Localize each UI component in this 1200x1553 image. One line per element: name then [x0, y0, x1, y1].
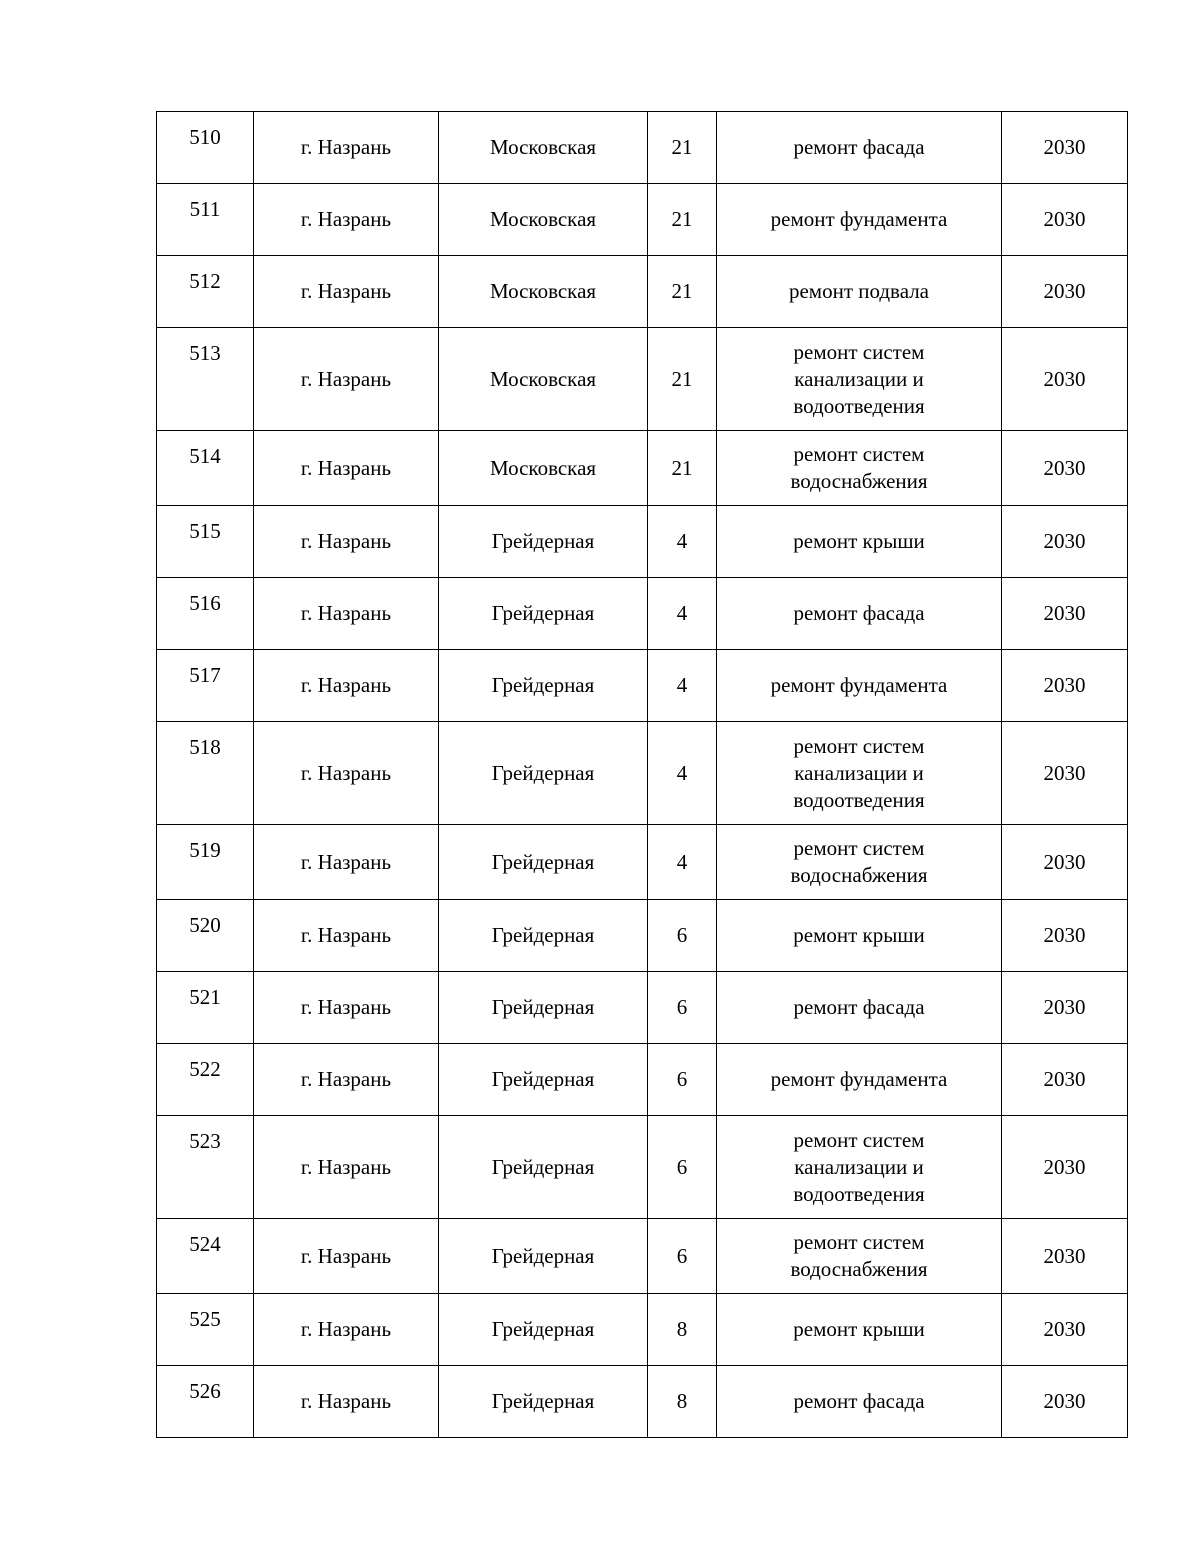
- year-cell: 2030: [1002, 184, 1128, 256]
- work-type-line: канализации и: [794, 1154, 924, 1179]
- street-cell: Грейдерная: [439, 825, 648, 900]
- year-cell: 2030: [1002, 900, 1128, 972]
- work-type-line: ремонт фасада: [793, 995, 925, 1019]
- year-cell: 2030: [1002, 1294, 1128, 1366]
- work-type-cell: [717, 972, 1002, 1044]
- work-type-line: водоотведения: [793, 1181, 925, 1206]
- work-type-cell: [717, 1116, 1002, 1219]
- row-number-cell: 510: [157, 112, 254, 184]
- year-cell: 2030: [1002, 1366, 1128, 1438]
- house-number-cell: 4: [648, 825, 717, 900]
- row-number-cell: 522: [157, 1044, 254, 1116]
- work-type-cell: [717, 825, 1002, 900]
- work-type-line: водоотведения: [793, 787, 925, 812]
- work-type-line: ремонт подвала: [788, 279, 930, 303]
- city-cell: г. Назрань: [254, 112, 439, 184]
- work-type-line: ремонт систем: [793, 339, 925, 364]
- row-number-cell: 512: [157, 256, 254, 328]
- work-type-cell: [717, 112, 1002, 184]
- table-row: [157, 112, 1128, 184]
- row-number-cell: 526: [157, 1366, 254, 1438]
- table-row: [157, 972, 1128, 1044]
- year-cell: 2030: [1002, 722, 1128, 825]
- city-cell: г. Назрань: [254, 1219, 439, 1294]
- house-number-cell: 6: [648, 900, 717, 972]
- street-cell: Московская: [439, 112, 648, 184]
- table-row: [157, 328, 1128, 431]
- house-number-cell: 21: [648, 431, 717, 506]
- work-type-cell: [717, 578, 1002, 650]
- work-type-line: ремонт фасада: [793, 135, 925, 159]
- row-number-cell: 518: [157, 722, 254, 825]
- house-number-cell: 4: [648, 578, 717, 650]
- work-type-cell: [717, 328, 1002, 431]
- house-number-cell: 4: [648, 650, 717, 722]
- city-cell: г. Назрань: [254, 650, 439, 722]
- city-cell: г. Назрань: [254, 825, 439, 900]
- row-number-cell: 524: [157, 1219, 254, 1294]
- table-row: [157, 506, 1128, 578]
- work-type-line: ремонт фасада: [793, 1389, 925, 1413]
- work-type-line: водоснабжения: [790, 1257, 928, 1281]
- table-row: [157, 1044, 1128, 1116]
- work-type-line: ремонт систем: [793, 1230, 925, 1254]
- table-row: [157, 722, 1128, 825]
- table-row: [157, 431, 1128, 506]
- row-number-cell: 521: [157, 972, 254, 1044]
- house-number-cell: 8: [648, 1366, 717, 1438]
- table-row: [157, 900, 1128, 972]
- row-number-cell: 520: [157, 900, 254, 972]
- work-type-cell: [717, 1044, 1002, 1116]
- street-cell: Московская: [439, 328, 648, 431]
- house-number-cell: 21: [648, 256, 717, 328]
- city-cell: г. Назрань: [254, 972, 439, 1044]
- year-cell: 2030: [1002, 256, 1128, 328]
- house-number-cell: 4: [648, 506, 717, 578]
- work-type-cell: [717, 1219, 1002, 1294]
- work-type-line: канализации и: [794, 760, 924, 785]
- table-row: [157, 1116, 1128, 1219]
- house-number-cell: 21: [648, 328, 717, 431]
- work-type-cell: [717, 650, 1002, 722]
- row-number-cell: 515: [157, 506, 254, 578]
- work-type-line: ремонт систем: [793, 836, 925, 860]
- house-number-cell: 6: [648, 1044, 717, 1116]
- work-type-line: ремонт систем: [793, 442, 925, 466]
- table-row: [157, 184, 1128, 256]
- work-type-line: канализации и: [794, 366, 924, 391]
- work-type-line: водоснабжения: [790, 469, 928, 493]
- street-cell: Грейдерная: [439, 722, 648, 825]
- row-number-cell: 523: [157, 1116, 254, 1219]
- table-row: [157, 650, 1128, 722]
- city-cell: г. Назрань: [254, 1294, 439, 1366]
- row-number-cell: 511: [157, 184, 254, 256]
- city-cell: г. Назрань: [254, 184, 439, 256]
- street-cell: Грейдерная: [439, 650, 648, 722]
- work-type-line: ремонт систем: [793, 733, 925, 758]
- house-number-cell: 6: [648, 1219, 717, 1294]
- work-type-line: ремонт крыши: [793, 923, 925, 947]
- work-type-cell: [717, 184, 1002, 256]
- year-cell: 2030: [1002, 431, 1128, 506]
- table-body: [157, 112, 1128, 1438]
- table-row: [157, 1366, 1128, 1438]
- city-cell: г. Назрань: [254, 900, 439, 972]
- work-type-line: водоотведения: [793, 393, 925, 418]
- city-cell: г. Назрань: [254, 1116, 439, 1219]
- street-cell: Московская: [439, 184, 648, 256]
- house-number-cell: 6: [648, 972, 717, 1044]
- work-type-cell: [717, 431, 1002, 506]
- house-number-cell: 21: [648, 112, 717, 184]
- street-cell: Грейдерная: [439, 900, 648, 972]
- work-type-line: ремонт крыши: [793, 529, 925, 553]
- repair-schedule-table: [156, 111, 1128, 1438]
- city-cell: г. Назрань: [254, 722, 439, 825]
- street-cell: Грейдерная: [439, 1294, 648, 1366]
- street-cell: Грейдерная: [439, 1044, 648, 1116]
- city-cell: г. Назрань: [254, 431, 439, 506]
- work-type-cell: [717, 1366, 1002, 1438]
- row-number-cell: 517: [157, 650, 254, 722]
- house-number-cell: 4: [648, 722, 717, 825]
- city-cell: г. Назрань: [254, 256, 439, 328]
- city-cell: г. Назрань: [254, 1044, 439, 1116]
- city-cell: г. Назрань: [254, 328, 439, 431]
- street-cell: Московская: [439, 256, 648, 328]
- house-number-cell: 8: [648, 1294, 717, 1366]
- work-type-cell: [717, 1294, 1002, 1366]
- work-type-line: ремонт фундамента: [770, 207, 948, 231]
- street-cell: Грейдерная: [439, 1366, 648, 1438]
- table-row: [157, 1294, 1128, 1366]
- work-type-line: ремонт систем: [793, 1127, 925, 1152]
- year-cell: 2030: [1002, 650, 1128, 722]
- year-cell: 2030: [1002, 1219, 1128, 1294]
- row-number-cell: 514: [157, 431, 254, 506]
- work-type-cell: [717, 256, 1002, 328]
- year-cell: 2030: [1002, 972, 1128, 1044]
- year-cell: 2030: [1002, 112, 1128, 184]
- year-cell: 2030: [1002, 1116, 1128, 1219]
- street-cell: Грейдерная: [439, 506, 648, 578]
- work-type-line: ремонт фундамента: [770, 1067, 948, 1091]
- house-number-cell: 6: [648, 1116, 717, 1219]
- street-cell: Грейдерная: [439, 1219, 648, 1294]
- street-cell: Грейдерная: [439, 578, 648, 650]
- house-number-cell: 21: [648, 184, 717, 256]
- year-cell: 2030: [1002, 506, 1128, 578]
- street-cell: Грейдерная: [439, 972, 648, 1044]
- city-cell: г. Назрань: [254, 578, 439, 650]
- work-type-line: водоснабжения: [790, 863, 928, 887]
- table-row: [157, 256, 1128, 328]
- table-row: [157, 825, 1128, 900]
- city-cell: г. Назрань: [254, 1366, 439, 1438]
- row-number-cell: 519: [157, 825, 254, 900]
- table-row: [157, 1219, 1128, 1294]
- work-type-cell: [717, 722, 1002, 825]
- row-number-cell: 513: [157, 328, 254, 431]
- year-cell: 2030: [1002, 825, 1128, 900]
- row-number-cell: 516: [157, 578, 254, 650]
- work-type-line: ремонт фасада: [793, 601, 925, 625]
- row-number-cell: 525: [157, 1294, 254, 1366]
- year-cell: 2030: [1002, 578, 1128, 650]
- street-cell: Грейдерная: [439, 1116, 648, 1219]
- work-type-line: ремонт фундамента: [770, 673, 948, 697]
- year-cell: 2030: [1002, 328, 1128, 431]
- year-cell: 2030: [1002, 1044, 1128, 1116]
- street-cell: Московская: [439, 431, 648, 506]
- table-row: [157, 578, 1128, 650]
- work-type-cell: [717, 900, 1002, 972]
- city-cell: г. Назрань: [254, 506, 439, 578]
- work-type-line: ремонт крыши: [793, 1317, 925, 1341]
- work-type-cell: [717, 506, 1002, 578]
